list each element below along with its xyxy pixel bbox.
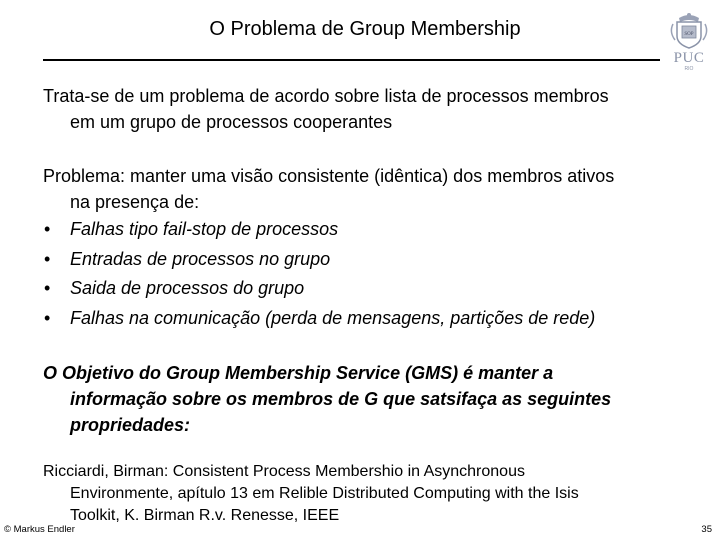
objective-line-2: informação sobre os membros de G que satsifaça as seguintes: [70, 389, 612, 409]
intro-line-2: em um grupo de processos cooperantes: [70, 112, 393, 132]
problem-line-1: Problema: manter uma visão consistente (idêntica) dos membros ativos: [43, 166, 615, 186]
logo-wordmark: PUC: [673, 50, 705, 66]
intro-paragraph: [43, 83, 683, 135]
list-item: [43, 304, 595, 334]
list-item: [43, 215, 595, 245]
title-divider: [43, 59, 660, 61]
problem-paragraph: [43, 163, 683, 215]
footer-author: © Markus Endler: [4, 524, 75, 535]
intro-line-1: Trata-se de um problema de acordo sobre lista de processos membros: [43, 86, 609, 106]
reference-line-1: Ricciardi, Birman: Consistent Process Membershio in Asynchronous: [43, 463, 525, 480]
bullet-text: Falhas na comunicação (perda de mensagens, partições de rede): [70, 307, 596, 328]
problem-bullet-list: [43, 215, 595, 333]
bullet-text: Falhas tipo fail-stop de processos: [70, 219, 339, 239]
svg-text:SOP: SOP: [684, 32, 694, 37]
coat-of-arms-icon: [665, 10, 713, 50]
bullet-icon: •: [44, 278, 51, 298]
logo-subtext: RIO: [684, 66, 694, 72]
puc-rio-logo: [665, 10, 713, 76]
bullet-text: Saida de processos do grupo: [70, 278, 305, 298]
problem-line-2: na presença de:: [70, 192, 200, 212]
bullet-text: Entradas de processos no grupo: [70, 248, 331, 269]
bullet-icon: •: [44, 219, 51, 239]
reference-line-2: Environmente, apítulo 13 em Relible Distributed Computing with the Isis: [70, 485, 579, 502]
objective-line-1: O Objetivo do Group Membership Service (GMS) é manter a: [43, 363, 554, 383]
slide-title: O Problema de Group Membership: [209, 18, 521, 40]
page-number: 35: [701, 524, 712, 535]
reference-paragraph: [43, 461, 683, 527]
reference-line-3: Toolkit, K. Birman R.v. Renesse, IEEE: [70, 507, 340, 524]
objective-paragraph: [43, 360, 693, 438]
bullet-icon: •: [44, 248, 51, 269]
list-item: [43, 274, 595, 304]
list-item: [43, 245, 595, 275]
bullet-icon: •: [44, 307, 51, 328]
objective-line-3: propriedades:: [70, 415, 191, 435]
